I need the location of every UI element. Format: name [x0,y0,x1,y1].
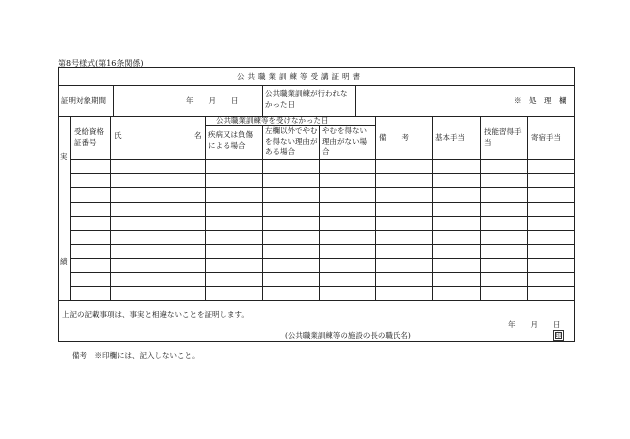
rule-col-8 [527,116,528,300]
rule-col-6 [432,116,433,300]
recipient-number-header: 受給資格証番号 [74,127,104,147]
processing-column-label: ※ 処 理 欄 [514,96,567,105]
unavoidable-header: 左欄以外でやむを得ない理由がある場合 [265,126,318,156]
name-header-right: 名 [194,131,202,140]
remarks-header: 備 考 [379,133,409,142]
side-label-record-1: 実 [60,152,68,161]
rule-title-bottom [58,85,575,86]
rule-col-5 [375,116,376,300]
rule-column-header-bottom [70,159,575,160]
table-row-rule [70,216,575,217]
table-row-rule [70,173,575,174]
side-label-record-2: 績 [60,257,68,266]
not-held-label: 公共職業訓練が行われなかった日 [265,89,348,109]
table-row-rule [70,230,575,231]
footnote: 備考 ※印欄には、記入しないこと。 [72,351,200,360]
rule-side-column [70,116,71,300]
table-row-rule [70,258,575,259]
rule-col-1 [110,116,111,300]
rule-col-7 [480,116,481,300]
rule-table-bottom [58,300,575,301]
period-date: 年 月 日 [186,96,239,105]
rule-period-label-right [113,85,114,116]
certification-statement: 上記の記載事項は、事実と相違ないことを証明します。 [62,310,249,319]
rule-col-4 [319,125,320,300]
basic-allowance-header: 基本手当 [435,133,465,142]
rule-not-held-right [355,85,356,116]
form-number: 第8号様式(第16条関係) [58,59,144,68]
illness-header: 疾病又は負傷による場合 [208,130,253,150]
name-header-left: 氏 [114,131,122,140]
table-row-rule [70,286,575,287]
certification-date: 年 月 日 [508,320,561,329]
rule-period-date-right [262,85,263,116]
seal-mark: 印 [553,330,564,341]
skill-allowance-header: 技能習得手当 [484,127,522,147]
signatory-label: (公共職業訓練等の施設の長の職氏名) [285,331,411,340]
lodging-allowance-header: 寄宿手当 [531,133,561,142]
rule-col-3 [262,125,263,300]
table-row-rule [70,272,575,273]
table-row-rule [70,244,575,245]
not-attended-group-header: 公共職業訓練等を受けなかった日 [216,116,329,125]
table-row-rule [70,187,575,188]
period-label: 証明対象期間 [61,96,106,105]
form-title: 公共職業訓練等受講証明書 [237,72,363,81]
table-row-rule [70,202,575,203]
no-reason-header: やむを得ない理由がない場合 [322,126,367,156]
rule-col-2 [205,116,206,300]
